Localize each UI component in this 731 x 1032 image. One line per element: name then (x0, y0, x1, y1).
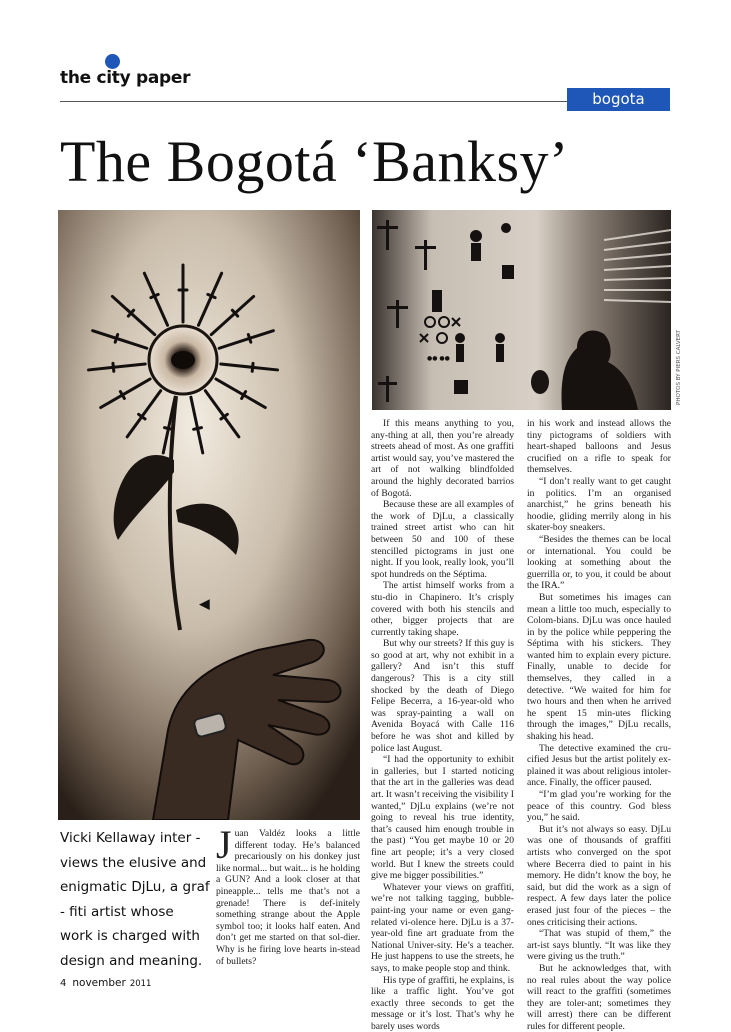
svg-text:▲: ▲ (196, 599, 212, 610)
body-paragraph: The detective examined the cru-cified Jesus but the artist politely ex-plained it was about religious intoler-ance. Finally, the officer paused. (527, 743, 671, 789)
article-column-3 (527, 418, 671, 1032)
body-paragraph: Because these are all examples of the work of DjLu, a classically trained street artist who can hit between 50 and 100 of these stencilled pictograms in just one night. If you look, really look, you’ll spot hundreds on the Séptima. (371, 499, 514, 580)
body-paragraph: Whatever your views on graffiti, we’re not talking tagging, bubble-paint-ing your name or even gang-related vi-olence here. DjLu is a 37-year-old fine art graduate from the National Univer-sity. He’s a teacher. He just happens to use the streets, he says, to make people stop and think. (371, 882, 514, 975)
page-number: 4 (60, 978, 66, 989)
svg-text:●● ●●: ●● ●● (427, 355, 450, 362)
page-footer (60, 977, 151, 989)
body-paragraph: But why our streets? If this guy is so good at art, why not exhibit in a gallery? And isn’t this stuff dangerous? This is a city still shocked by the death of Diego Felipe Becerra, a 16-year-old who was spray-painting a wall on Avenida Boyacá with Calle 116 before he was shot and killed by police last August. (371, 638, 514, 754)
standfirst: Vicki Kellaway inter - views the elusive and enigmatic DjLu, a graf - fiti artist whose work is charged with design and meaning. (60, 826, 210, 973)
body-paragraph: If this means anything to you, any-thing at all, then you’re already streets ahead of most. As one graffiti artist would say, you’ve mastered the art of not walking blindfolded around the highly decorated barrios of Bogotá. (371, 418, 514, 499)
body-paragraph: But sometimes his images can mean a little too much, especially to Colom-bians. DjLu was once hauled in by the police while peppering the Séptima with his stickers. They wanted him to explain every picture. Finally, unable to decide for themselves, they called in a detective. “We waited for him for two hours and then when he arrived he spent 15 min-utes flicking through the images,” DjLu recalls, shaking his head. (527, 592, 671, 743)
lead-text: uan Valdéz looks a little different today. He’s balanced precariously on his donkey just like normal... but wait... is he holding a GUN? And a look closer at that pineapple... tells me that’s not a grenade! There is def-initely something strange about the Apple symbol too; it looks half eaten. And don’t get me started on that sol-dier. Why is he firing love hearts in-stead of bullets? (216, 828, 360, 967)
body-paragraph: “I had the opportunity to exhibit in galleries, but I started noticing that the art in the galleries was dead art. It wasn’t receiving the visibility I wanted,” DjLu explains (we’re not going to reveal his true identity, that’s caused him enough trouble in the past) “You get maybe 10 or 20 fine art people; it’s a very closed world. But I knew the streets could give me bigger possibilities.” (371, 754, 514, 882)
photo-credit: PHOTOS BY PIERS CALVERT (676, 325, 686, 405)
body-paragraph: His type of graffiti, he explains, is like a traffic light. You’ve got exactly three seconds to get the message or it’s lost. That’s why he barely uses words (371, 975, 514, 1032)
masthead-brand: the city paper (60, 68, 190, 88)
body-paragraph: The artist himself works from a stu-dio in Chapinero. It’s crisply covered with both his stencils and other, bigger projects that are currently taking shape. (371, 580, 514, 638)
stencil-sun-illustration (58, 210, 360, 820)
section-tab: bogota (567, 88, 670, 111)
article-column-2 (371, 418, 514, 1032)
body-paragraph: But he acknowledges that, with no real rules about the way police will react to the graffiti (sometimes they are toler-ant; sometimes they will arrest) there can be different rules for different people. (527, 963, 671, 1032)
photo-stencil-sun-with-hand (58, 210, 360, 820)
drop-cap: J (216, 829, 232, 861)
body-paragraph: But it’s not always so easy. DjLu was one of thousands of graffiti artists who converged on the spot where Becerra died to paint in his memory. He didn’t know the boy, he said, but did the work as a sign of respect. A few days later the police erased just four of the pieces – the ones criticising their actions. (527, 824, 671, 928)
body-paragraph: “I’m glad you’re working for the peace of this country. God bless you,” he said. (527, 789, 671, 824)
photo-stencil-wall-artist (372, 210, 671, 410)
body-paragraph: “I don’t really want to get caught in politics. I’m an organised anarchist,” he grins beneath his hoodie, gliding merrily along in his skater-boy sneakers. (527, 476, 671, 534)
brand-dot-icon (105, 54, 120, 69)
article-column-1 (216, 828, 360, 967)
body-paragraph: “That was stupid of them,” the art-ist says bluntly. “It was like they were giving us the truth.” (527, 928, 671, 963)
footer-year: 2011 (130, 979, 152, 989)
article-title: The Bogotá ‘Banksy’ (60, 126, 569, 198)
stencil-wall-illustration (372, 210, 671, 410)
body-paragraph: “Besides the themes can be local or international. You could be looking at something about the guerrilla or, to you, it could be about the IRA.” (527, 534, 671, 592)
body-paragraph: in his work and instead allows the tiny pictograms of soldiers with heart-shaped balloons and Jesus crucified on a rifle to speak for themselves. (527, 418, 671, 476)
lead-paragraph (216, 828, 360, 967)
footer-month: november (72, 977, 125, 989)
